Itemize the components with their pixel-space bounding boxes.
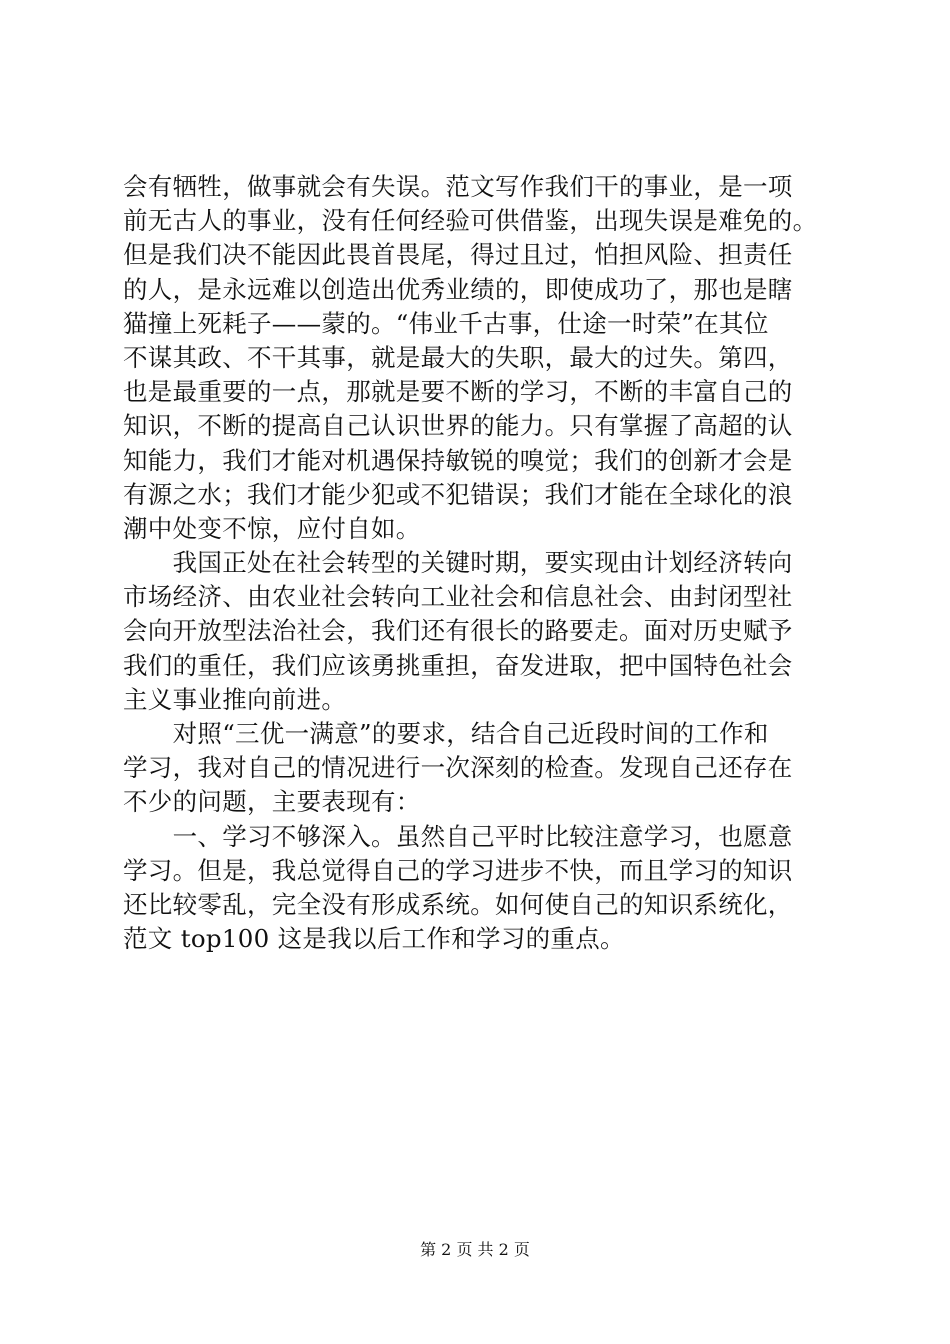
text-line: 范文 top100 这是我以后工作和学习的重点。 bbox=[123, 924, 625, 954]
page-number-label: 第 2 页 共 2 页 bbox=[420, 1240, 530, 1259]
text-line: 的人，是永远难以创造出优秀业绩的，即使成功了，那也是瞎 bbox=[123, 274, 793, 304]
text-line: 但是我们决不能因此畏首畏尾，得过且过，怕担风险、担责任 bbox=[123, 240, 793, 270]
text-line: 对照“三优一满意”的要求，结合自己近段时间的工作和 bbox=[123, 719, 769, 748]
text-line: 学习，我对自己的情况进行一次深刻的检查。发现自己还存在 bbox=[123, 753, 793, 783]
text-line: 知能力，我们才能对机遇保持敏锐的嗅觉；我们的创新才会是 bbox=[123, 445, 793, 475]
text-line: 会向开放型法治社会，我们还有很长的路要走。面对历史赋予 bbox=[123, 616, 793, 646]
text-line: 不谋其政、不干其事，就是最大的失职，最大的过失。第四， bbox=[123, 342, 793, 372]
text-line: 市场经济、由农业社会转向工业社会和信息社会、由封闭型社 bbox=[123, 582, 793, 612]
body-text bbox=[123, 170, 843, 956]
text-line: 还比较零乱，完全没有形成系统。如何使自己的知识系统化， bbox=[123, 889, 793, 919]
text-line: 不少的问题，主要表现有： bbox=[123, 787, 421, 817]
text-line: 知识，不断的提高自己认识世界的能力。只有掌握了高超的认 bbox=[123, 411, 793, 441]
text-line: 会有牺牲，做事就会有失误。范文写作我们干的事业，是一项 bbox=[123, 172, 793, 201]
text-line: 也是最重要的一点，那就是要不断的学习，不断的丰富自己的 bbox=[123, 377, 793, 407]
page-footer bbox=[0, 1240, 950, 1260]
text-line: 我国正处在社会转型的关键时期，要实现由计划经济转向 bbox=[123, 548, 793, 578]
text-line: 前无古人的事业，没有任何经验可供借鉴，出现失误是难免的。 bbox=[123, 206, 818, 236]
text-line: 潮中处变不惊，应付自如。 bbox=[123, 513, 421, 543]
text-line: 一、学习不够深入。虽然自己平时比较注意学习，也愿意 bbox=[123, 821, 793, 851]
text-line: 我们的重任，我们应该勇挑重担，奋发进取，把中国特色社会 bbox=[123, 650, 793, 680]
text-line: 学习。但是，我总觉得自己的学习进步不快，而且学习的知识 bbox=[123, 855, 793, 885]
text-line: 主义事业推向前进。 bbox=[123, 684, 347, 714]
text-line: 有源之水；我们才能少犯或不犯错误；我们才能在全球化的浪 bbox=[123, 479, 793, 509]
text-line: 猫撞上死耗子——蒙的。“伟业千古事，仕途一时荣”在其位 bbox=[123, 308, 769, 338]
